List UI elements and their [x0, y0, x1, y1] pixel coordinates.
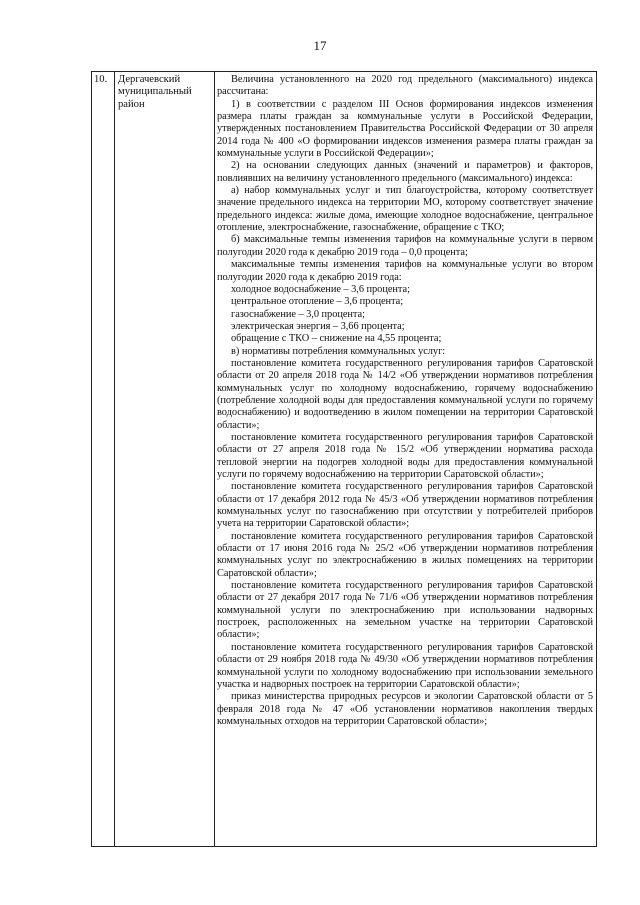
- page-number: 17: [313, 38, 327, 53]
- document-table: [91, 71, 597, 847]
- paragraph: постановление комитета государственного регулирования тарифов Саратовской области от 29 ноября 2018 года № 49/30 «Об утверждении нормативов потребления коммунальной услуги по холодному водоснабжению при использовании земельного участка и надворных построек на территории Саратовской области»;: [217, 641, 593, 690]
- paragraph: б) максимальные темпы изменения тарифов на коммунальные услуги в первом полугодии 2020 года к декабрю 2019 года – 0,0 процента;: [217, 234, 593, 258]
- paragraph: постановление комитета государственного регулирования тарифов Саратовской области от 27 апреля 2018 года № 15/2 «Об утверждении норматива расхода тепловой энергии на подогрев холодной воды для предоставления коммунальной услуги по горячему водоснабжению на территории Саратовской области»;: [217, 431, 593, 480]
- paragraph: в) нормативы потребления коммунальных услуг:: [231, 345, 446, 357]
- paragraph: холодное водоснабжение – 3,6 процента;: [231, 283, 410, 295]
- paragraph: газоснабжение – 3,0 процента;: [231, 308, 365, 320]
- paragraph: 1) в соответствии с разделом III Основ формирования индексов изменения размера платы граждан за коммунальные услуги в Российской Федерации, утвержденных постановлением Правительства Российской Федерации от 30 апреля 2014 года № 400 «О формировании индексов изменения размера платы граждан за коммунальные услуги в Российской Федерации»;: [217, 98, 593, 160]
- row-number: 10.: [94, 74, 108, 85]
- district-name: Дергачевский муниципальный район: [118, 74, 192, 110]
- paragraph: электрическая энергия – 3,66 процента;: [231, 320, 405, 332]
- paragraph: а) набор коммунальных услуг и тип благоустройства, которому соответствует значение предельного индекса на территории МО, которому соответствует значение предельного индекса: жилые дома, имеющие холодное водоснабжение, центральное отопление, электроснабжение, газоснабжение, обращение с ТКО;: [217, 185, 593, 234]
- paragraph: постановление комитета государственного регулирования тарифов Саратовской области от 27 декабря 2017 года № 71/6 «Об утверждении нормативов потребления коммунальной услуги по электроснабжению при использовании надворных построек, расположенных на земельном участке на территории Саратовской области»;: [217, 580, 593, 641]
- paragraph: Величина установленного на 2020 год предельного (максимального) индекса рассчитана:: [217, 74, 593, 98]
- paragraph: обращение с ТКО – снижение на 4,55 процента;: [231, 333, 442, 345]
- row-content: [217, 74, 593, 728]
- paragraph: приказ министерства природных ресурсов и экологии Саратовской области от 5 февраля 2018 года № 47 «Об установлении нормативов накопления твердых коммунальных отходов на территории Саратовской области»;: [217, 691, 593, 727]
- column-divider: [214, 72, 215, 846]
- column-divider: [114, 72, 115, 846]
- paragraph: 2) на основании следующих данных (значений и параметров) и факторов, повлиявших на величину установленного предельного (максимального) индекса:: [217, 160, 593, 184]
- paragraph: постановление комитета государственного регулирования тарифов Саратовской области от 17 июня 2016 года № 25/2 «Об утверждении нормативов потребления коммунальных услуг по электроснабжению в жилых помещениях на территории Саратовской области»;: [217, 530, 593, 579]
- paragraph: постановление комитета государственного регулирования тарифов Саратовской области от 20 апреля 2018 года № 14/2 «Об утверждении нормативов потребления коммунальных услуг по холодному водоснабжению, горячему водоснабжению (потребление холодной воды для предоставления коммунальной услуги по горячему водоснабжению) и водоотведению в жилом помещении на территории Саратовской области»;: [217, 357, 593, 431]
- paragraph: постановление комитета государственного регулирования тарифов Саратовской области от 17 декабря 2012 года № 45/3 «Об утверждении нормативов потребления коммунальных услуг по газоснабжению при отсутствии у потребителей приборов учета на территории Саратовской области»;: [217, 481, 593, 530]
- paragraph: максимальные темпы изменения тарифов на коммунальные услуги во втором полугодии 2020 года к декабрю 2019 года:: [217, 259, 593, 283]
- paragraph: центральное отопление – 3,6 процента;: [231, 296, 404, 308]
